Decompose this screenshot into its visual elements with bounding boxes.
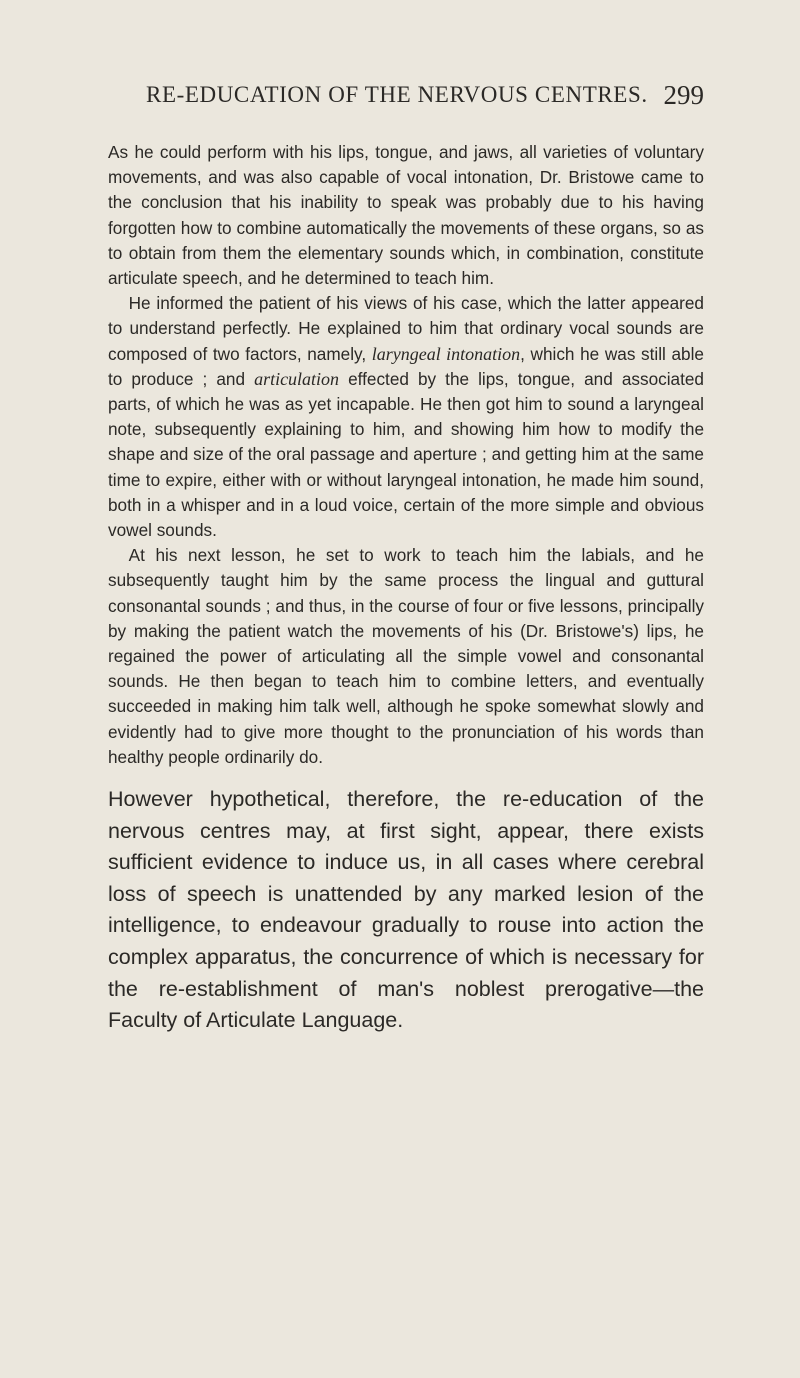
term-laryngeal-intonation: laryngeal intonation xyxy=(371,343,521,364)
paragraph-2-text-a: He informed the patient of his views of his case, which the latter appeared to understand perfectly. He explained to him that ordinary vocal sounds are composed of two factors, namely, xyxy=(108,293,704,364)
page-header xyxy=(108,74,704,128)
paragraph-3: At his next lesson, he set to work to teach him the labials, and he subsequently taught him by the same process the lingual and guttural consonantal sounds ; and thus, in the course of four or five lessons, principally by making the patient watch the movements of his (Dr. Bristowe's) lips, he regained the power of articulating all the simple vowel and consonantal sounds. He then began to teach him to combine letters, and eventually succeeded in making him talk well, although he spoke somewhat slowly and evidently had to give more thought to the pronunciation of his words than healthy people ordinarily do. xyxy=(108,545,704,767)
paragraph-2 xyxy=(108,291,704,543)
page-number: 299 xyxy=(663,80,704,110)
book-page xyxy=(0,74,800,1378)
term-articulation: articulation xyxy=(254,368,340,389)
paragraph-2-text-b: , which he was still able to produce ; and xyxy=(108,343,704,389)
paragraph-4-large: However hypothetical, therefore, the re-education of the nervous centres may, at first sight, appear, there exists sufficient evidence to induce us, in all cases where cerebral loss of speech is unattended by any marked lesion of the intelligence, to endeavour gradually to rouse into action the complex apparatus, the concurrence of which is necessary for the re-establishment of man's noblest prerogative—the Faculty of Articulate Language. xyxy=(108,787,704,1033)
body-text xyxy=(108,140,704,1037)
paragraph-2-text-c: effected by the lips, tongue, and associated parts, of which he was as yet incapable. He then got him to sound a laryngeal note, subsequently explaining to him, and showing him how to modify the shape and size of the oral passage and aperture ; and getting him at the same time to expire, either with or without laryngeal intonation, he made him sound, both in a whisper and in a loud voice, certain of the more simple and obvious vowel sounds. xyxy=(108,368,704,541)
paragraph-1: As he could perform with his lips, tongue, and jaws, all varieties of voluntary movements, and was also capable of vocal intonation, Dr. Bristowe came to the conclusion that his inability to speak was probably due to his having forgotten how to combine automatically the movements of these organs, so as to obtain from them the elementary sounds which, in combination, constitute articulate speech, and he determined to teach him. xyxy=(108,142,704,289)
running-title: RE-EDUCATION OF THE NERVOUS CENTRES. xyxy=(146,82,648,107)
